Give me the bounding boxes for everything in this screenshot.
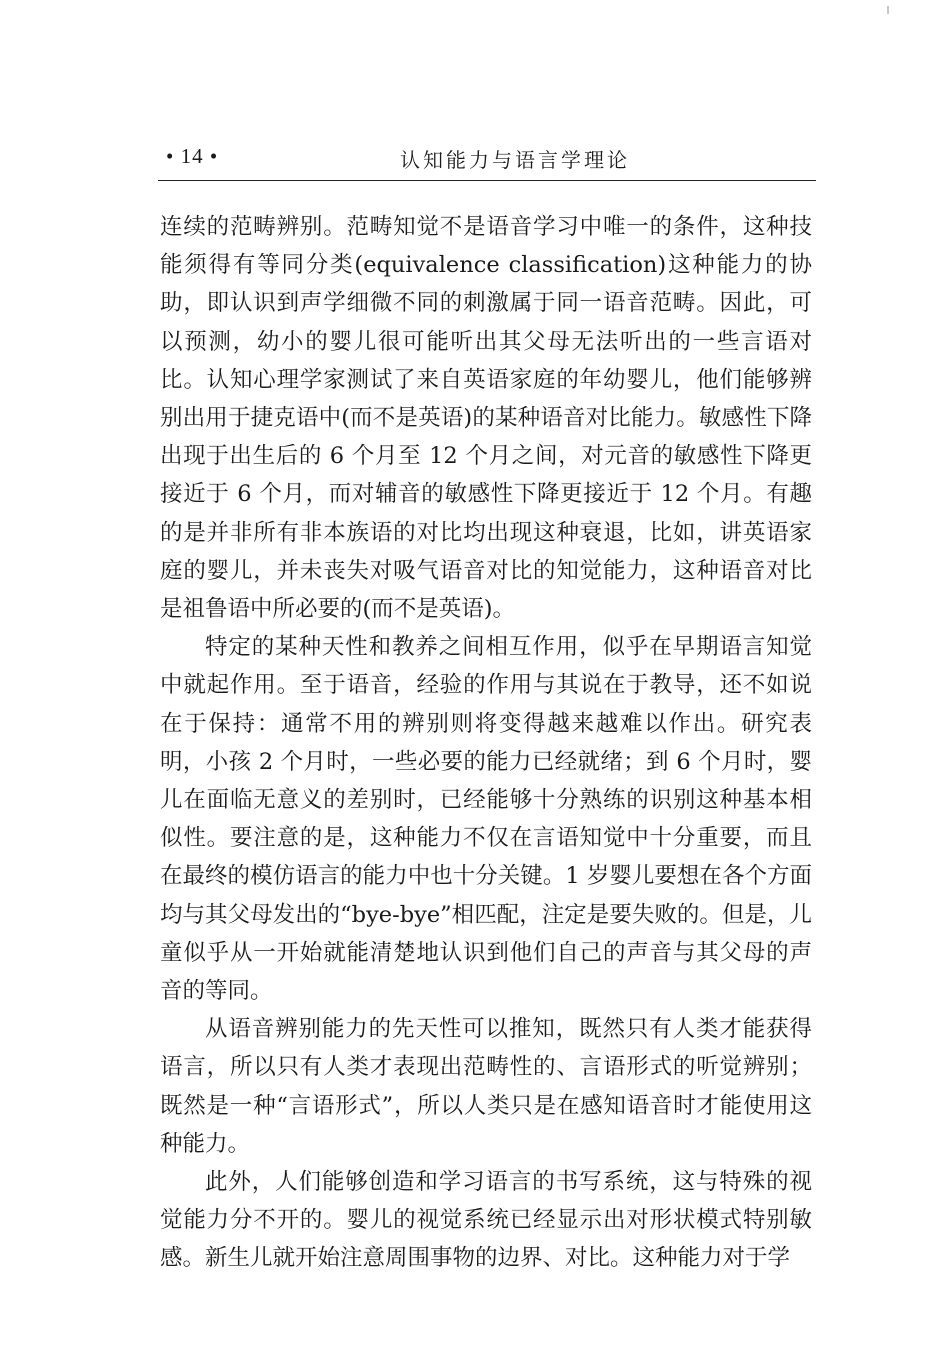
header-divider bbox=[158, 180, 816, 181]
page-header bbox=[160, 140, 815, 178]
paragraph: 特定的某种天性和教养之间相互作用，似乎在早期语言知觉中就起作用。至于语音，经验的作用与其说在于教导，还不如说在于保持：通常不用的辨别则将变得越来越难以作出。研究表明，小孩 2 个月时，一些必要的能力已经就绪；到 6 个月时，婴儿在面临无意义的差别时，已经能够十分熟练的识别这种基本相似性。要注意的是，这种能力不仅在言语知觉中十分重要，而且在最终的模仿语言的能力中也十分关键。1 岁婴儿要想在各个方面均与其父母发出的“bye-bye”相匹配，注定是要失败的。但是，儿童似乎从一开始就能清楚地认识到他们自己的声音与其父母的声音的等同。 bbox=[160, 634, 812, 1005]
paragraph: 连续的范畴辨别。范畴知觉不是语音学习中唯一的条件，这种技能须得有等同分类(equivalence classification)这种能力的协助，即认识到声学细微不同的刺激属于同一语音范畴。因此，可以预测，幼小的婴儿很可能听出其父母无法听出的一些言语对比。认知心理学家测试了来自英语家庭的年幼婴儿，他们能够辨别出用于捷克语中(而不是英语)的某种语音对比能力。敏感性下降出现于出生后的 6 个月至 12 个月之间，对元音的敏感性下降更接近于 6 个月，而对辅音的敏感性下降更接近于 12 个月。有趣的是并非所有非本族语的对比均出现这种衰退，比如，讲英语家庭的婴儿，并未丧失对吸气语音对比的知觉能力，这种语音对比是祖鲁语中所必要的(而不是英语)。 bbox=[160, 214, 812, 623]
paragraph: 此外，人们能够创造和学习语言的书写系统，这与特殊的视觉能力分不开的。婴儿的视觉系统已经显示出对形状模式特别敏感。新生儿就开始注意周围事物的边界、对比。这种能力对于学 bbox=[160, 1169, 812, 1272]
body-text bbox=[160, 208, 812, 1278]
page-number: • 14 • bbox=[166, 144, 219, 168]
scan-mark bbox=[887, 6, 889, 14]
running-title: 认知能力与语言学理论 bbox=[400, 148, 630, 172]
paragraph: 从语音辨别能力的先天性可以推知，既然只有人类才能获得语言，所以只有人类才表现出范畴性的、言语形式的听觉辨别；既然是一种“言语形式”，所以人类只是在感知语音时才能使用这种能力。 bbox=[160, 1016, 812, 1157]
